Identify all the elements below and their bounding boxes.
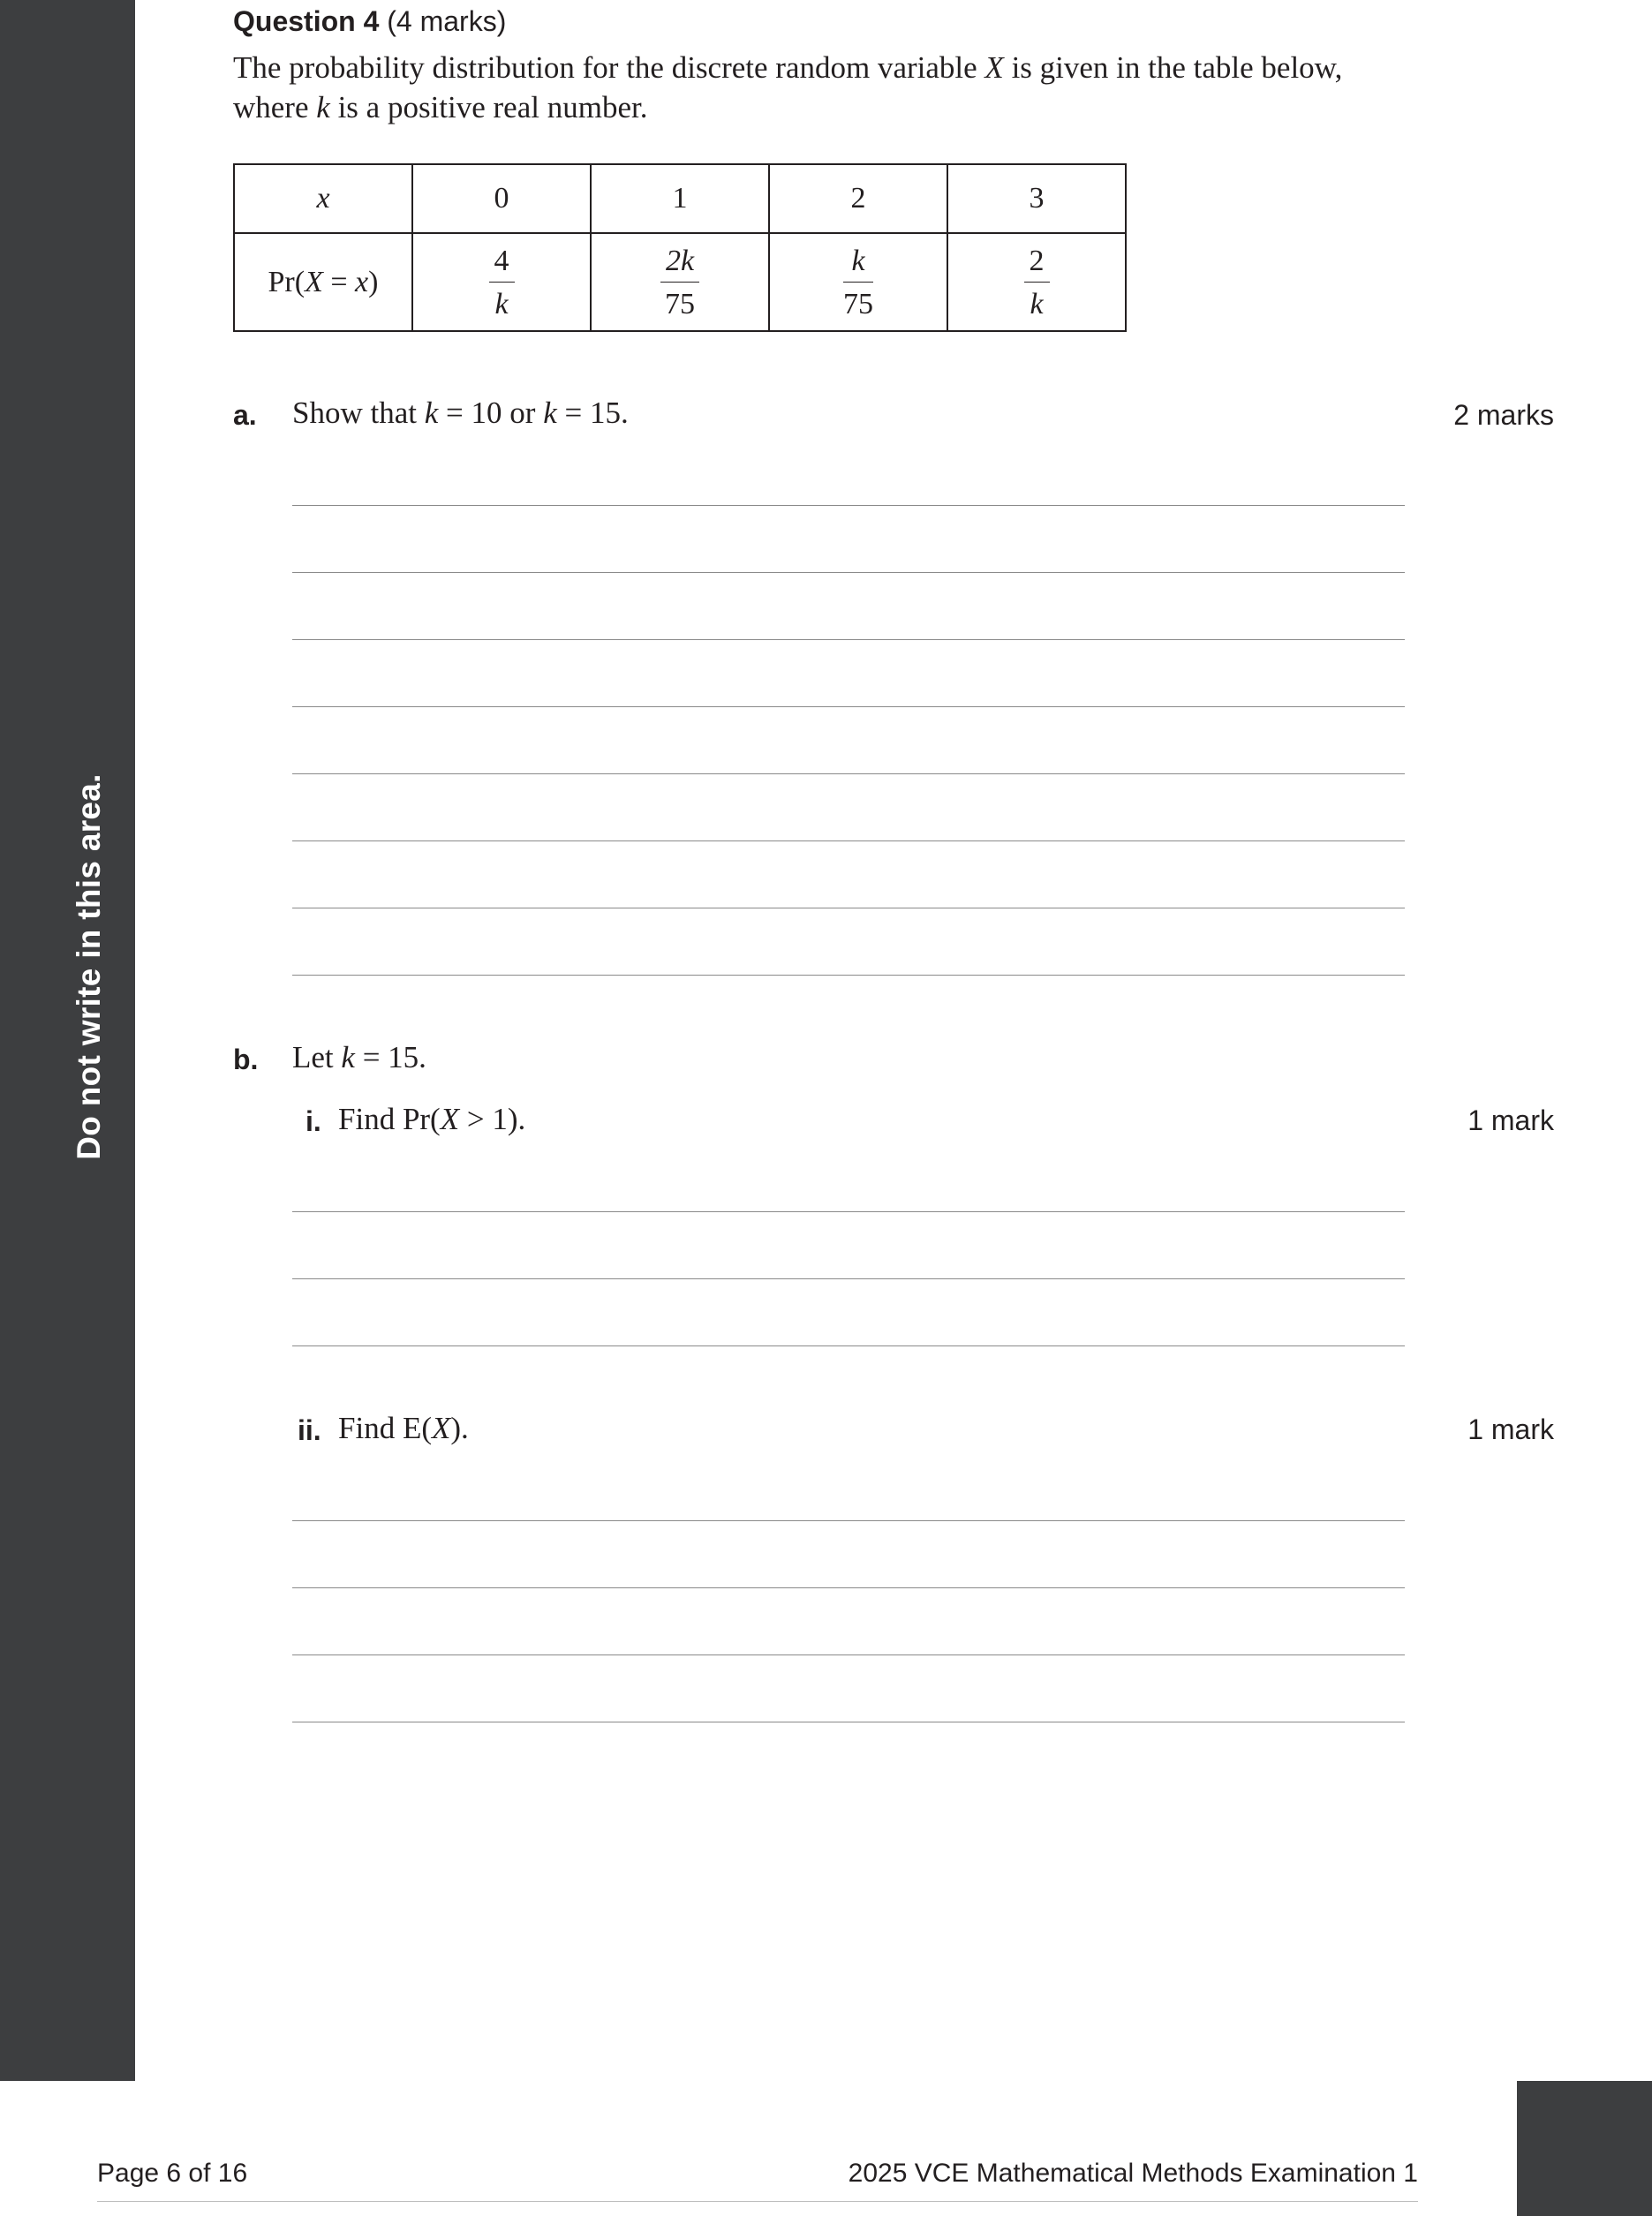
intro-variable: k	[316, 90, 330, 124]
fraction-numerator: 2k	[665, 245, 695, 277]
question-intro-line1	[233, 48, 1342, 87]
answer-line-a-2[interactable]	[292, 572, 1405, 573]
part-variable: X	[431, 1411, 451, 1445]
x-value: 2	[850, 182, 866, 215]
table-cell	[769, 233, 947, 331]
fraction	[660, 246, 699, 320]
part-b-ii-text	[338, 1411, 469, 1446]
part-text: Find E(	[338, 1411, 432, 1445]
answer-line-a-8[interactable]	[292, 975, 1405, 976]
intro-text: is given in the table below,	[1003, 50, 1343, 85]
x-value: 1	[672, 182, 688, 215]
fraction-numerator: 4	[494, 245, 509, 277]
question-intro-line2	[233, 87, 647, 127]
probability-table	[233, 163, 1127, 332]
pr-label-var: X	[305, 265, 323, 298]
answer-line-b-ii-3[interactable]	[292, 1654, 1405, 1655]
table-cell	[412, 233, 591, 331]
answer-line-b-i-2[interactable]	[292, 1278, 1405, 1279]
table-cell	[591, 233, 769, 331]
part-b-ii-marks: 1 mark	[1467, 1413, 1554, 1445]
part-a-marks: 2 marks	[1453, 399, 1554, 431]
part-text: = 15.	[556, 396, 629, 430]
question-heading	[233, 5, 506, 38]
part-variable: X	[440, 1102, 460, 1136]
answer-line-a-4[interactable]	[292, 706, 1405, 707]
part-text: Let	[292, 1040, 342, 1074]
fraction	[489, 246, 515, 320]
part-a-text	[292, 396, 629, 431]
fraction-numerator: 2	[1029, 245, 1045, 277]
answer-line-a-5[interactable]	[292, 773, 1405, 774]
pr-label: Pr(	[268, 265, 306, 298]
exam-title: 2025 VCE Mathematical Methods Examination 1	[848, 2159, 1418, 2188]
part-b-i-text	[338, 1102, 525, 1137]
table-cell	[412, 164, 591, 233]
pr-label: )	[368, 265, 379, 298]
part-a-label: a.	[233, 399, 257, 431]
page-number: Page 6 of 16	[97, 2159, 248, 2188]
fraction-denominator: k	[494, 288, 509, 320]
table-row-x	[234, 164, 1126, 233]
answer-line-b-i-3[interactable]	[292, 1345, 1405, 1346]
table-row-probability	[234, 233, 1126, 331]
part-variable: k	[424, 396, 439, 430]
part-text: > 1).	[459, 1102, 526, 1136]
part-b-label: b.	[233, 1044, 259, 1075]
fraction	[843, 246, 873, 320]
part-text: = 15.	[354, 1040, 426, 1074]
table-cell	[769, 164, 947, 233]
part-variable: k	[543, 396, 557, 430]
answer-line-a-3[interactable]	[292, 639, 1405, 640]
intro-text: is a positive real number.	[329, 90, 648, 124]
answer-line-b-ii-1[interactable]	[292, 1520, 1405, 1521]
corner-tab	[1517, 2081, 1652, 2216]
fraction-numerator: k	[851, 245, 865, 277]
part-variable: k	[341, 1040, 355, 1074]
table-header-x	[234, 164, 412, 233]
part-text: = 10 or	[438, 396, 544, 430]
answer-line-a-6[interactable]	[292, 840, 1405, 841]
fraction-denominator: 75	[843, 288, 873, 320]
table-cell	[947, 233, 1126, 331]
x-value: 3	[1029, 182, 1045, 215]
part-text: ).	[450, 1411, 469, 1445]
fraction-denominator: 75	[665, 288, 695, 320]
part-b-text	[292, 1040, 426, 1075]
fraction	[1024, 246, 1050, 320]
footer-rule	[97, 2201, 1418, 2202]
no-write-notice: Do not write in this area.	[71, 773, 107, 1160]
part-text: Find Pr(	[338, 1102, 441, 1136]
table-header-probability	[234, 233, 412, 331]
intro-variable: X	[984, 50, 1004, 85]
no-write-margin	[0, 0, 135, 2081]
answer-line-a-1[interactable]	[292, 505, 1405, 506]
question-title: Question 4	[233, 5, 380, 37]
part-text: Show that	[292, 396, 425, 430]
part-b-i-marks: 1 mark	[1467, 1104, 1554, 1136]
answer-line-b-ii-2[interactable]	[292, 1587, 1405, 1588]
fraction-denominator: k	[1030, 288, 1044, 320]
intro-text: The probability distribution for the discrete random variable	[233, 50, 985, 85]
x-label: x	[316, 182, 330, 215]
answer-line-b-i-1[interactable]	[292, 1211, 1405, 1212]
part-b-ii-label: ii.	[298, 1414, 321, 1446]
question-marks: (4 marks)	[387, 5, 507, 37]
table-cell	[591, 164, 769, 233]
intro-text: where	[233, 90, 317, 124]
pr-label-var: x	[355, 265, 369, 298]
pr-label-eq: =	[322, 265, 356, 298]
x-value: 0	[494, 182, 509, 215]
part-b-i-label: i.	[306, 1105, 321, 1137]
table-cell	[947, 164, 1126, 233]
